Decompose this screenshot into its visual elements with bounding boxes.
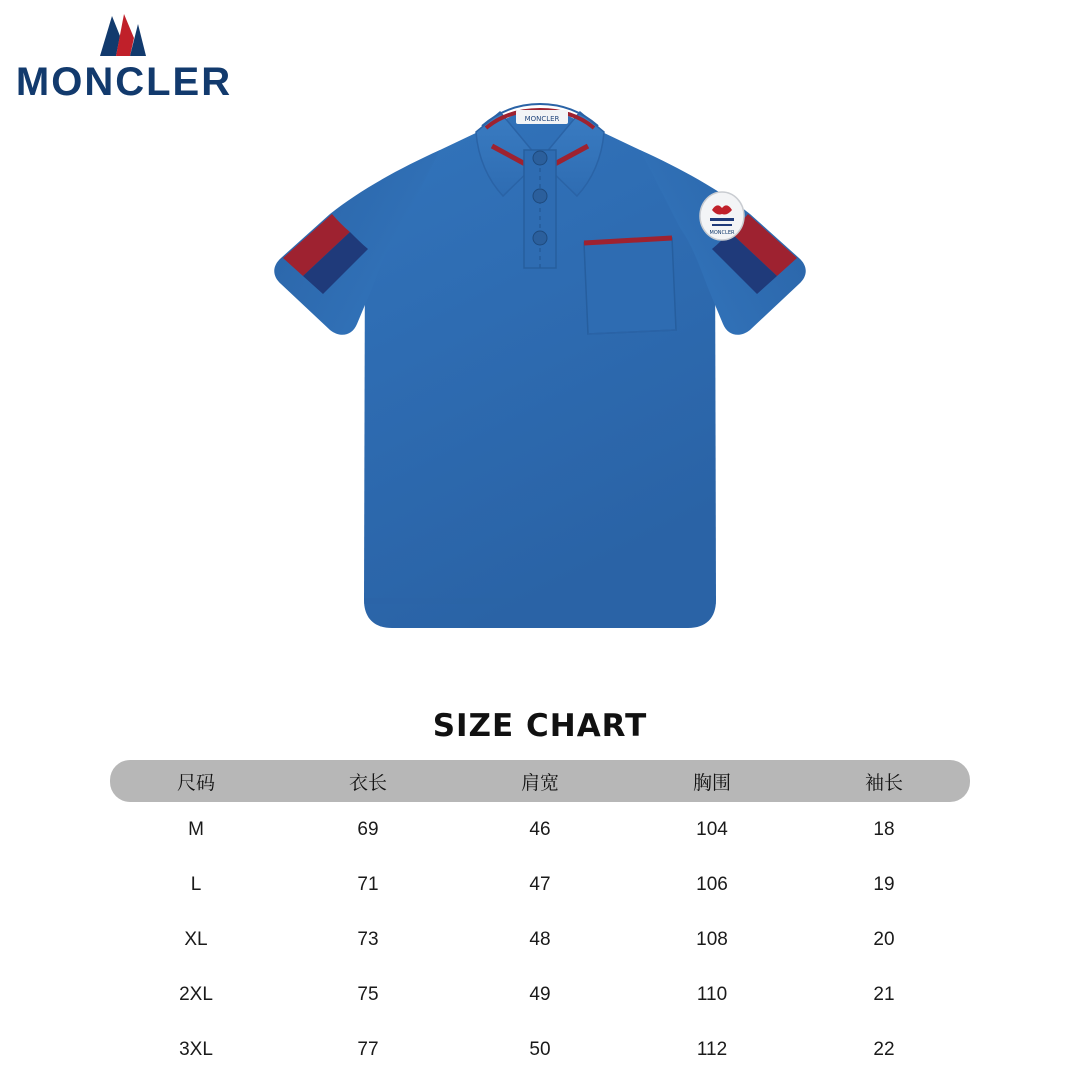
cell-shoulder: 46: [529, 818, 551, 840]
cell-sleeve: 18: [873, 818, 895, 840]
column-header-sleeve: 袖长: [798, 760, 970, 802]
cell-length: 73: [357, 928, 379, 950]
brand-name: MONCLER: [15, 60, 233, 104]
brand-logo: [8, 8, 248, 108]
cell-sleeve: 19: [873, 873, 895, 895]
table-row: [110, 802, 970, 857]
column-header-bust: 胸围: [626, 760, 798, 802]
cell-size: 2XL: [179, 983, 213, 1005]
cell-bust: 110: [696, 983, 728, 1005]
cell-sleeve: 20: [873, 928, 895, 950]
neck-label-text: MONCLER: [524, 115, 560, 123]
cell-size: M: [188, 818, 204, 840]
size-chart-table-wrap: [110, 760, 970, 1077]
cell-shoulder: 50: [529, 1038, 551, 1060]
cell-bust: 106: [696, 873, 728, 895]
table-row: [110, 912, 970, 967]
cell-bust: 108: [696, 928, 728, 950]
column-header-length: 衣长: [282, 760, 454, 802]
cell-shoulder: 47: [529, 873, 551, 895]
button-1: [533, 151, 547, 165]
cell-length: 69: [357, 818, 379, 840]
cell-length: 77: [357, 1038, 379, 1060]
column-header-size: 尺码: [110, 760, 282, 802]
cell-size: 3XL: [179, 1038, 213, 1060]
chest-pocket: [584, 238, 676, 334]
cell-shoulder: 48: [529, 928, 551, 950]
size-chart-table: [110, 760, 970, 1077]
patch-text: MONCLER: [709, 230, 735, 236]
cell-bust: 112: [696, 1038, 728, 1060]
table-row: [110, 857, 970, 912]
size-chart-title: SIZE CHART: [432, 708, 648, 744]
cell-sleeve: 21: [873, 983, 895, 1005]
table-row: [110, 1022, 970, 1077]
button-2: [533, 189, 547, 203]
cell-size: XL: [184, 928, 208, 950]
table-row: [110, 967, 970, 1022]
cell-size: L: [190, 873, 202, 895]
button-3: [533, 231, 547, 245]
cell-bust: 104: [696, 818, 728, 840]
cell-length: 71: [357, 873, 379, 895]
cell-length: 75: [357, 983, 379, 1005]
hem-shadow: [364, 598, 716, 604]
column-header-shoulder: 肩宽: [454, 760, 626, 802]
cell-shoulder: 49: [529, 983, 551, 1005]
cell-sleeve: 22: [873, 1038, 895, 1060]
table-header-row: [110, 760, 970, 802]
moncler-mountain-icon: [90, 10, 154, 58]
